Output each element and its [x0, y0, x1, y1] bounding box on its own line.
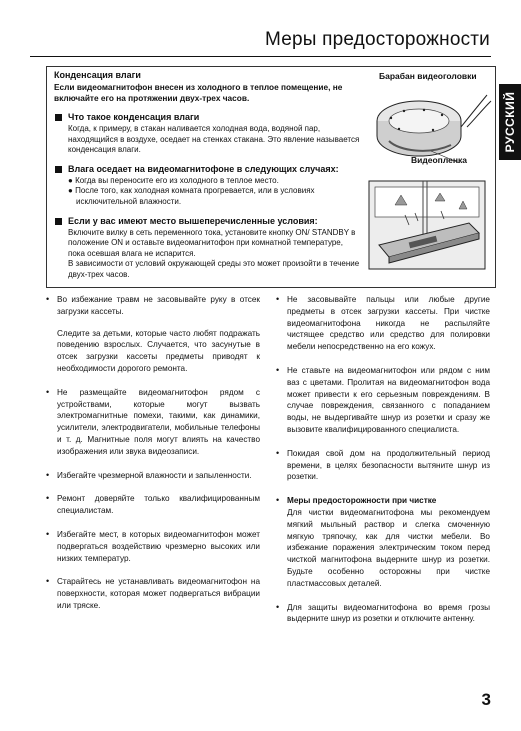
- section-what-to-do: [54, 216, 360, 281]
- title-rule: [30, 56, 491, 57]
- section-when: Влага оседает на видеомагнитофоне в следующих случаях: ● Когда вы переносите его из холодного в теплое место. ● После того, как холодная комната прогревается, или в условиях исключительной влажности.: [54, 164, 360, 208]
- list-item: • Во избежание травм не засовывайте руку в отсек загрузки кассеты. Следите за детьми, которые часто любят подражать поведению взрослых. Случается, что засунутые в отсек загрузки кассеты предметы приводят к необходимости дорогого ремонта.: [46, 294, 260, 375]
- page-number: 3: [481, 690, 491, 709]
- list-item: • Не ставьте на видеомагнитофон или рядом с ним ваз с цветами. Пролитая на видеомагнитофон вода может привести к его серьезным повреждениям. В случае повреждения, связанного с попаданием воды, не выдергивайте шнур из розетки и сразу же вызовите квалифицированного специалиста.: [276, 365, 490, 436]
- tape-label: Видеопленка: [411, 155, 467, 165]
- section-title: Что такое конденсация влаги: [68, 112, 200, 122]
- condensation-box: [46, 66, 496, 288]
- section-text: Когда, к примеру, в стакан наливается холодная вода, водяной пар, находящийся в воздухе, оседает на стенках стакана. Это явление называется конденсация влаги.: [68, 124, 360, 155]
- condensation-text: [54, 70, 360, 281]
- drum-label: Барабан видеоголовки: [379, 71, 477, 81]
- condensation-heading: Конденсация влаги: [54, 70, 141, 80]
- list-item: • Для защиты видеомагнитофона во время грозы выдерните шнур из розетки и отключите антенну.: [276, 602, 490, 626]
- square-bullet-icon: [55, 114, 62, 121]
- list-item: • Не засовывайте пальцы или любые другие предметы в отсек загрузки кассеты. При чистке видеомагнитофона никогда не распыляйте чистящее средство или средство для полировки мебели непосредственно на его кожух.: [276, 294, 490, 353]
- square-bullet-icon: [55, 166, 62, 173]
- cleaning-heading: Меры предосторожности при чистке: [287, 496, 437, 506]
- list-item: • Меры предосторожности при чистке Для чистки видеомагнитофона мы рекомендуем мягкий мыльный раствор и слегка смоченную мягкую тряпочку, как для чистки мебели. Во избежание поражения электрическим током перед чисткой магнитофона выдерните шнур из розетки. Будьте особенно осторожны при чистке пластмассовых деталей.: [276, 495, 490, 589]
- section-what-is: [54, 112, 360, 156]
- condensation-intro: Если видеомагнитофон внесен из холодного в теплое помещение, не включайте его на протяжении двух-трех часов.: [54, 82, 343, 103]
- section-title: Если у вас имеют место вышеперечисленные условия:: [68, 215, 318, 226]
- list-item: • Не размещайте видеомагнитофон рядом с устройствами, которые могут вызвать электромагнитные помехи, такими, как динамики, усилители, электродвигатели, мобильные телефоны и т. д. Магнитные поля могут влиять на качество изображения или звука видеозаписи.: [46, 387, 260, 458]
- page-title: Меры предосторожности: [264, 29, 490, 50]
- right-precautions-column: [276, 294, 490, 637]
- section-bullet: Когда вы переносите его из холодного в теплое место.: [75, 175, 279, 185]
- section-title: Влага оседает на видеомагнитофоне в следующих случаях:: [68, 163, 339, 174]
- square-bullet-icon: [55, 218, 62, 225]
- section-text: В зависимости от условий окружающей среды это может произойти в течение двух-трех часов.: [68, 259, 360, 279]
- list-item: • Покидая свой дом на продолжительный период времени, в целях безопасности вытяните шнур из розетки.: [276, 448, 490, 483]
- section-bullet: После того, как холодная комната прогревается, или в условиях исключительной влажности.: [75, 186, 315, 206]
- left-precautions-column: [46, 294, 260, 624]
- vcr-condensation-illustration: [365, 175, 489, 275]
- list-item: • Избегайте мест, в которых видеомагнитофон может подвергаться воздействию чрезмерно высоких или низких температур.: [46, 529, 260, 564]
- language-tab-label: РУССКИЙ: [503, 91, 517, 153]
- video-head-drum-illustration: [369, 81, 495, 163]
- list-item: • Избегайте чрезмерной влажности и запыленности.: [46, 470, 260, 482]
- language-tab: [499, 84, 521, 160]
- section-text: Включите вилку в сеть переменного тока, установите кнопку ON/ STANDBY в положение ON и оставьте видеомагнитофон при комнатной температуре, пока осевшая влага не испарится.: [68, 227, 356, 258]
- list-item: • Ремонт доверяйте только квалифицированным специалистам.: [46, 493, 260, 517]
- list-item: • Старайтесь не устанавливать видеомагнитофон на поверхности, которая может подвергаться вибрации или тряске.: [46, 576, 260, 611]
